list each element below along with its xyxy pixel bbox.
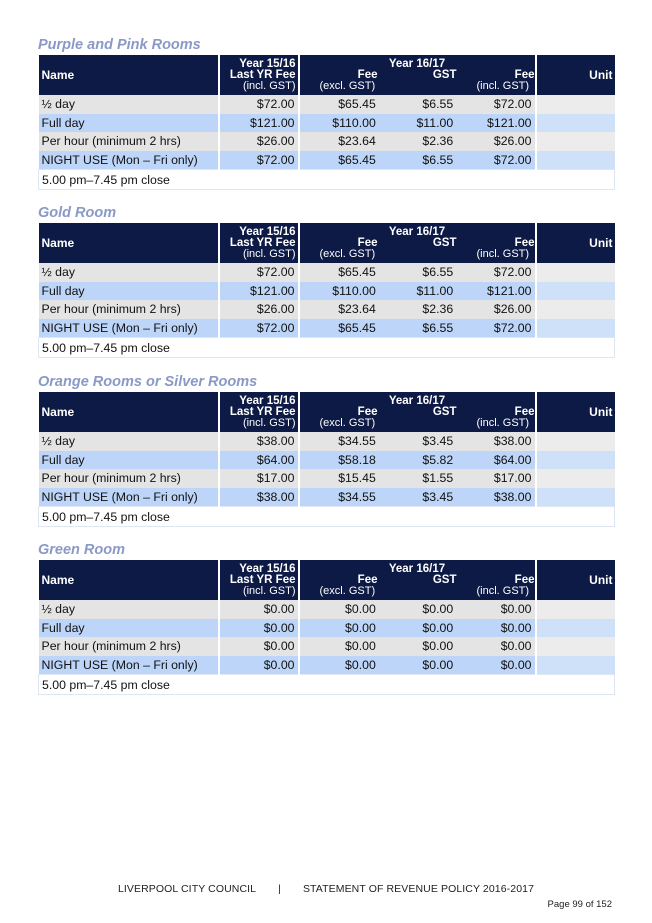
header-fee-incl-label: Fee	[514, 237, 535, 249]
row-note: 5.00 pm–7.45 pm close	[39, 507, 615, 527]
note-row	[39, 170, 615, 190]
header-fee-excl-label: Fee	[357, 69, 378, 81]
header-prev-fee-label: Last YR Fee	[229, 405, 296, 418]
row-gst: $1.55	[422, 471, 454, 486]
footer-doc-title: STATEMENT OF REVENUE POLICY 2016-2017	[302, 883, 535, 895]
row-fee-incl: $72.00	[493, 153, 532, 168]
page-number: Page 99 of 152	[547, 899, 612, 910]
row-name: Per hour (minimum 2 hrs)	[39, 637, 219, 656]
fee-section	[38, 35, 614, 190]
header-gst-label: GST	[432, 237, 457, 249]
row-prev-fee: $26.00	[219, 300, 299, 319]
row-prev-fee: $121.00	[219, 114, 299, 133]
row-name: NIGHT USE (Mon – Fri only)	[39, 319, 219, 338]
row-prev-fee: $38.00	[219, 488, 299, 507]
row-gst: $2.36	[422, 134, 454, 149]
row-unit	[536, 151, 615, 170]
header-prev-incl-label: (incl. GST)	[242, 584, 296, 597]
header-fee-incl-sub: (incl. GST)	[476, 417, 530, 429]
row-current-fees	[299, 319, 536, 338]
row-note: 5.00 pm–7.45 pm close	[39, 170, 615, 190]
page-footer	[0, 883, 652, 895]
row-fee-incl: $0.00	[500, 602, 532, 617]
row-fee-incl: $17.00	[493, 471, 532, 486]
row-prev-fee: $38.00	[219, 432, 299, 451]
table-row	[39, 600, 615, 619]
row-name: Full day	[39, 619, 219, 638]
row-current-fees	[299, 432, 536, 451]
row-gst: $2.36	[422, 302, 454, 317]
row-fee-excl: $110.00	[332, 283, 376, 298]
row-prev-fee: $0.00	[219, 656, 299, 675]
table-header	[39, 223, 615, 263]
row-gst: $6.55	[422, 265, 454, 280]
table-row	[39, 319, 615, 338]
row-fee-incl: $26.00	[493, 134, 532, 149]
header-name: Name	[39, 223, 219, 263]
section-title: Green Room	[38, 542, 126, 558]
header-fee-incl-label: Fee	[514, 406, 535, 418]
row-unit	[536, 282, 615, 301]
row-current-fees	[299, 114, 536, 133]
row-gst: $3.45	[422, 434, 454, 449]
row-unit	[536, 619, 615, 638]
table-row	[39, 114, 615, 133]
row-fee-incl: $0.00	[500, 620, 532, 635]
header-fee-excl-label: Fee	[357, 237, 378, 249]
header-prev-fee-label: Last YR Fee	[229, 236, 296, 249]
row-name: ½ day	[39, 600, 219, 619]
fee-section	[38, 540, 614, 695]
table-row	[39, 469, 615, 488]
table-row	[39, 432, 615, 451]
row-name: Per hour (minimum 2 hrs)	[39, 300, 219, 319]
row-prev-fee: $17.00	[219, 469, 299, 488]
header-prev-year	[219, 55, 299, 95]
row-name: NIGHT USE (Mon – Fri only)	[39, 656, 219, 675]
row-unit	[536, 469, 615, 488]
section-title: Purple and Pink Rooms	[38, 37, 201, 53]
fee-section	[38, 203, 614, 358]
row-fee-incl: $72.00	[493, 97, 532, 112]
row-current-fees	[299, 637, 536, 656]
header-prev-year	[219, 392, 299, 432]
row-gst: $3.45	[422, 490, 454, 505]
table-header	[39, 560, 615, 600]
fee-section	[38, 372, 614, 527]
row-gst: $11.00	[416, 283, 454, 298]
table-row	[39, 132, 615, 151]
row-current-fees	[299, 656, 536, 675]
row-current-fees	[299, 300, 536, 319]
row-fee-incl: $26.00	[493, 302, 532, 317]
header-name: Name	[39, 392, 219, 432]
row-unit	[536, 451, 615, 470]
row-unit	[536, 488, 615, 507]
table-row	[39, 300, 615, 319]
row-current-fees	[299, 282, 536, 301]
row-fee-incl: $38.00	[493, 434, 532, 449]
row-prev-fee: $72.00	[219, 319, 299, 338]
header-current-year	[299, 223, 536, 263]
header-unit: Unit	[536, 560, 615, 600]
row-name: Full day	[39, 451, 219, 470]
row-unit	[536, 319, 615, 338]
table-row	[39, 656, 615, 675]
row-fee-incl: $72.00	[493, 321, 532, 336]
row-prev-fee: $72.00	[219, 263, 299, 282]
row-fee-incl: $64.00	[493, 452, 532, 467]
fee-table	[38, 55, 615, 190]
row-fee-excl: $23.64	[338, 302, 376, 317]
fee-table	[38, 560, 615, 695]
note-row	[39, 675, 615, 695]
row-gst: $11.00	[416, 115, 454, 130]
row-fee-incl: $121.00	[487, 115, 532, 130]
row-gst: $6.55	[422, 153, 454, 168]
row-prev-fee: $0.00	[219, 619, 299, 638]
row-prev-fee: $121.00	[219, 282, 299, 301]
row-unit	[536, 263, 615, 282]
row-fee-incl: $0.00	[500, 639, 532, 654]
header-fee-excl-sub: (excl. GST)	[319, 248, 376, 260]
footer-org: LIVERPOOL CITY COUNCIL	[117, 883, 257, 895]
header-fee-excl-sub: (excl. GST)	[319, 417, 376, 429]
row-current-fees	[299, 600, 536, 619]
row-name: ½ day	[39, 263, 219, 282]
row-gst: $5.82	[422, 452, 454, 467]
table-header	[39, 55, 615, 95]
header-prev-year	[219, 560, 299, 600]
row-gst: $6.55	[422, 321, 454, 336]
row-fee-incl: $38.00	[493, 490, 532, 505]
row-unit	[536, 95, 615, 114]
header-unit: Unit	[536, 223, 615, 263]
table-row	[39, 282, 615, 301]
header-cur-year-label: Year 16/17	[388, 563, 446, 575]
row-fee-incl: $72.00	[493, 265, 532, 280]
row-prev-fee: $64.00	[219, 451, 299, 470]
header-current-year	[299, 55, 536, 95]
note-row	[39, 338, 615, 358]
header-prev-incl-label: (incl. GST)	[242, 79, 296, 92]
header-current-year	[299, 392, 536, 432]
row-fee-excl: $0.00	[345, 658, 376, 673]
row-current-fees	[299, 132, 536, 151]
row-name: ½ day	[39, 432, 219, 451]
row-unit	[536, 656, 615, 675]
fee-table	[38, 223, 615, 358]
table-row	[39, 151, 615, 170]
header-prev-year-label: Year 15/16	[239, 225, 296, 238]
row-prev-fee: $72.00	[219, 95, 299, 114]
header-cur-year-label: Year 16/17	[388, 58, 446, 70]
section-title: Gold Room	[38, 205, 117, 221]
row-gst: $0.00	[422, 639, 454, 654]
table-row	[39, 488, 615, 507]
header-fee-excl-sub: (excl. GST)	[319, 80, 376, 92]
table-row	[39, 451, 615, 470]
header-current-year	[299, 560, 536, 600]
table-row	[39, 637, 615, 656]
header-unit: Unit	[536, 55, 615, 95]
row-fee-excl: $0.00	[345, 620, 376, 635]
row-fee-excl: $34.55	[338, 490, 376, 505]
header-cur-year-label: Year 16/17	[388, 395, 446, 407]
fee-table	[38, 392, 615, 527]
header-fee-incl-label: Fee	[514, 69, 535, 81]
header-name: Name	[39, 55, 219, 95]
row-fee-excl: $0.00	[345, 639, 376, 654]
row-current-fees	[299, 151, 536, 170]
header-gst-label: GST	[432, 574, 457, 586]
header-prev-incl-label: (incl. GST)	[242, 247, 296, 260]
row-name: NIGHT USE (Mon – Fri only)	[39, 488, 219, 507]
row-current-fees	[299, 488, 536, 507]
table-row	[39, 95, 615, 114]
row-prev-fee: $0.00	[219, 637, 299, 656]
row-fee-excl: $58.18	[338, 452, 376, 467]
header-fee-incl-sub: (incl. GST)	[476, 585, 530, 597]
header-prev-year	[219, 223, 299, 263]
row-name: Full day	[39, 282, 219, 301]
header-prev-incl-label: (incl. GST)	[242, 416, 296, 429]
section-title: Orange Rooms or Silver Rooms	[38, 374, 258, 390]
row-current-fees	[299, 469, 536, 488]
row-fee-excl: $34.55	[338, 434, 376, 449]
row-current-fees	[299, 451, 536, 470]
header-prev-year-label: Year 15/16	[239, 562, 296, 575]
header-prev-year-label: Year 15/16	[239, 57, 296, 70]
header-gst-label: GST	[432, 69, 457, 81]
row-fee-excl: $65.45	[338, 265, 376, 280]
footer-separator: |	[278, 883, 281, 895]
row-unit	[536, 432, 615, 451]
row-fee-excl: $65.45	[338, 321, 376, 336]
row-name: Per hour (minimum 2 hrs)	[39, 132, 219, 151]
header-fee-incl-label: Fee	[514, 574, 535, 586]
note-row	[39, 507, 615, 527]
row-fee-excl: $0.00	[345, 602, 376, 617]
row-fee-excl: $15.45	[338, 471, 376, 486]
row-unit	[536, 114, 615, 133]
row-fee-incl: $121.00	[487, 283, 532, 298]
row-prev-fee: $72.00	[219, 151, 299, 170]
header-fee-excl-sub: (excl. GST)	[319, 585, 376, 597]
row-unit	[536, 300, 615, 319]
header-name: Name	[39, 560, 219, 600]
row-gst: $0.00	[422, 602, 454, 617]
header-prev-year-label: Year 15/16	[239, 394, 296, 407]
header-fee-incl-sub: (incl. GST)	[476, 248, 530, 260]
row-current-fees	[299, 95, 536, 114]
header-fee-excl-label: Fee	[357, 406, 378, 418]
row-current-fees	[299, 619, 536, 638]
header-fee-excl-label: Fee	[357, 574, 378, 586]
row-fee-excl: $65.45	[338, 153, 376, 168]
table-header	[39, 392, 615, 432]
row-fee-excl: $65.45	[338, 97, 376, 112]
header-cur-year-label: Year 16/17	[388, 226, 446, 238]
header-unit: Unit	[536, 392, 615, 432]
row-unit	[536, 600, 615, 619]
row-note: 5.00 pm–7.45 pm close	[39, 338, 615, 358]
header-fee-incl-sub: (incl. GST)	[476, 80, 530, 92]
row-fee-incl: $0.00	[500, 658, 532, 673]
header-gst-label: GST	[432, 406, 457, 418]
row-gst: $0.00	[422, 620, 454, 635]
header-prev-fee-label: Last YR Fee	[229, 68, 296, 81]
table-row	[39, 263, 615, 282]
row-gst: $6.55	[422, 97, 454, 112]
row-note: 5.00 pm–7.45 pm close	[39, 675, 615, 695]
header-prev-fee-label: Last YR Fee	[229, 573, 296, 586]
table-row	[39, 619, 615, 638]
row-prev-fee: $0.00	[219, 600, 299, 619]
row-unit	[536, 132, 615, 151]
row-prev-fee: $26.00	[219, 132, 299, 151]
row-current-fees	[299, 263, 536, 282]
row-fee-excl: $110.00	[332, 115, 376, 130]
row-name: Per hour (minimum 2 hrs)	[39, 469, 219, 488]
row-unit	[536, 637, 615, 656]
row-fee-excl: $23.64	[338, 134, 376, 149]
row-name: ½ day	[39, 95, 219, 114]
row-name: NIGHT USE (Mon – Fri only)	[39, 151, 219, 170]
row-gst: $0.00	[422, 658, 454, 673]
row-name: Full day	[39, 114, 219, 133]
